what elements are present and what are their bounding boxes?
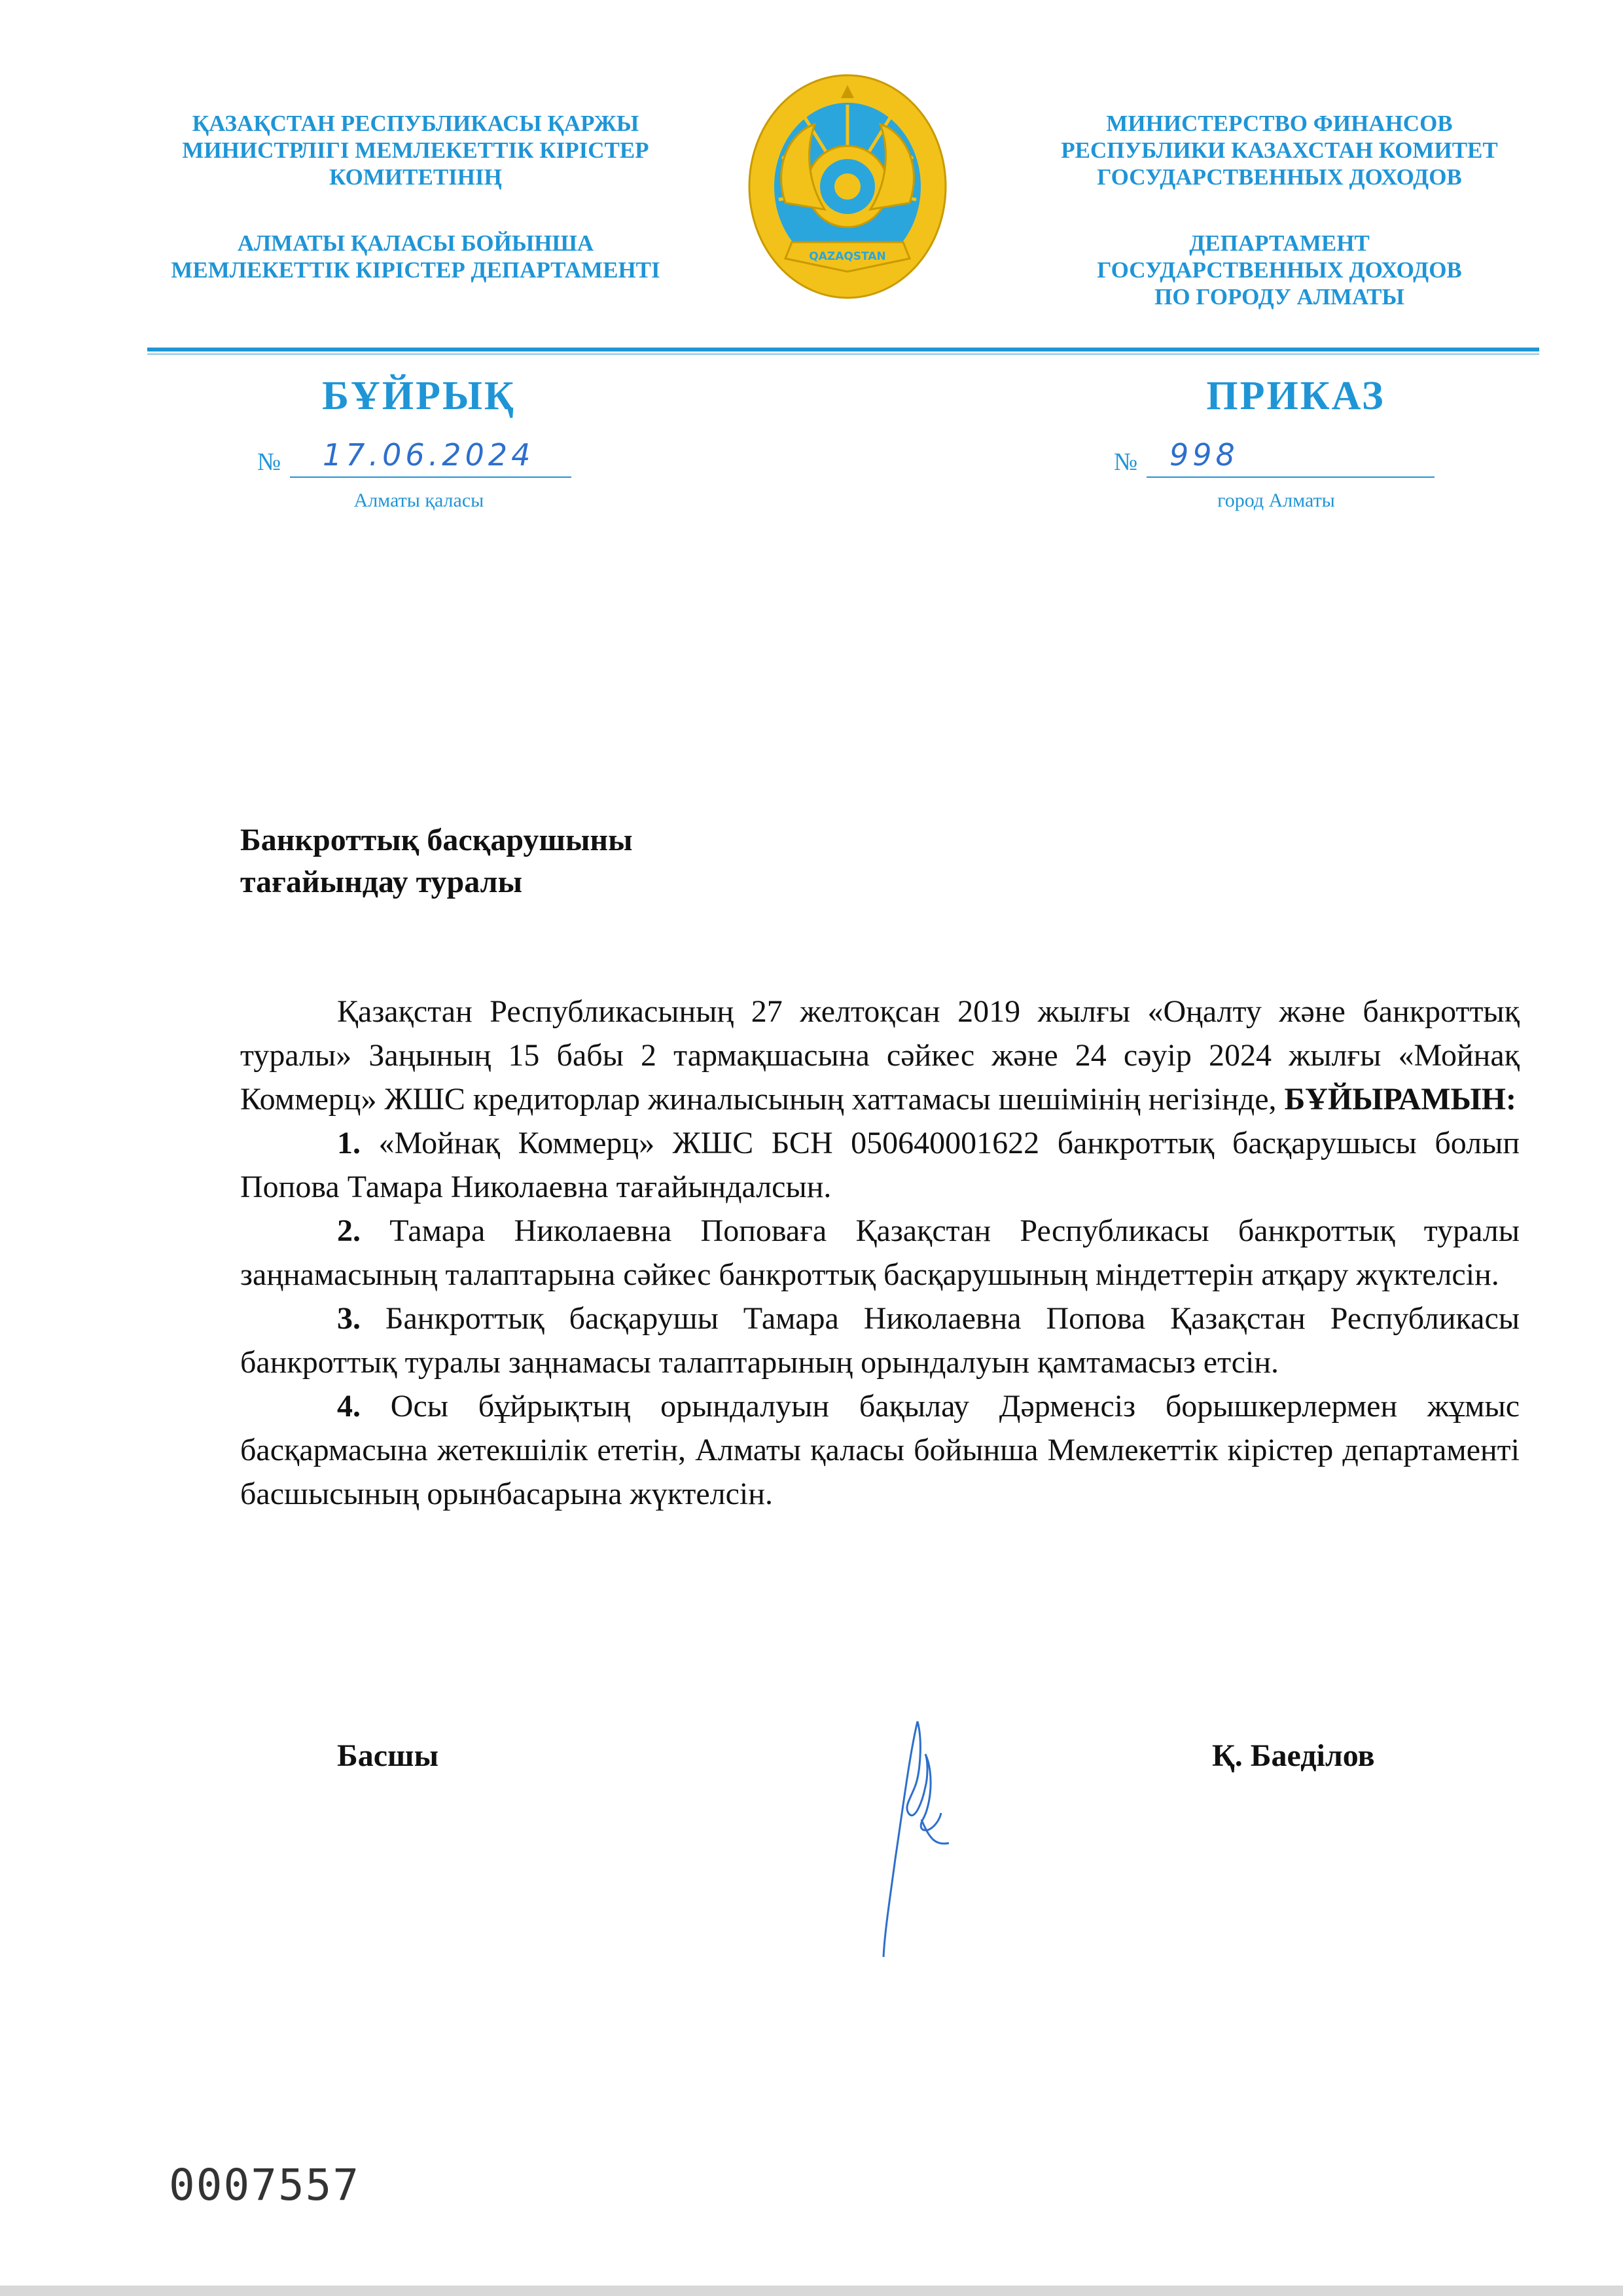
subject-line: Банкроттық басқарушыны xyxy=(240,823,633,857)
city-ru: город Алматы xyxy=(1217,490,1335,511)
header-kz-line: МЕМЛЕКЕТТІК КІРІСТЕР ДЕПАРТАМЕНТІ xyxy=(171,257,660,283)
city-kz: Алматы қаласы xyxy=(353,490,484,511)
scan-edge xyxy=(0,2286,1623,2296)
item-text: Тамара Николаевна Поповаға Қазақстан Республикасы банкроттық туралы заңнамасының талаптарына сәйкес банкроттық басқарушының міндеттерін атқару жүктелсін. xyxy=(240,1213,1520,1292)
header-kz-line: АЛМАТЫ ҚАЛАСЫ БОЙЫНША xyxy=(237,230,594,256)
handwritten-date: 17.06.2024 xyxy=(323,437,535,473)
header-kz-line: ҚАЗАҚСТАН РЕСПУБЛИКАСЫ ҚАРЖЫ xyxy=(192,111,639,136)
number-sign: № xyxy=(1114,448,1138,476)
number-underline xyxy=(1147,476,1435,478)
header-divider xyxy=(147,348,1539,351)
header-ru-line: РЕСПУБЛИКИ КАЗАХСТАН КОМИТЕТ xyxy=(1061,137,1498,163)
number-sign: № xyxy=(257,448,281,476)
order-item xyxy=(240,1209,1520,1297)
header-kz-line: КОМИТЕТІНІҢ xyxy=(329,164,502,190)
order-item xyxy=(240,1297,1520,1384)
order-body xyxy=(240,990,1520,1516)
date-underline xyxy=(290,476,571,478)
signatory-name: Қ. Баеділов xyxy=(1212,1738,1375,1773)
header-ru-line: ПО ГОРОДУ АЛМАТЫ xyxy=(1154,284,1404,310)
subject-line: тағайындау туралы xyxy=(240,865,523,899)
item-text: «Мойнақ Коммерц» ЖШС БСН 050640001622 банкроттық басқарушысы болып Попова Тамара Николаевна тағайындалсын. xyxy=(240,1126,1520,1204)
header-russian xyxy=(1008,110,1551,310)
item-number: 2. xyxy=(337,1213,361,1248)
item-text: Банкроттық басқарушы Тамара Николаевна Попова Қазақстан Республикасы банкроттық туралы заңнамасы талаптарының орындалуын қамтамасыз етсін. xyxy=(240,1301,1520,1380)
item-number: 1. xyxy=(337,1126,361,1160)
header-ru-line: МИНИСТЕРСТВО ФИНАНСОВ xyxy=(1106,111,1453,136)
handwritten-signature-icon xyxy=(857,1715,988,1964)
header-divider-thin xyxy=(147,353,1539,355)
order-date-field xyxy=(257,439,571,478)
item-text: Осы бұйрықтың орындалуын бақылау Дәрменсіз борышкерлермен жұмыс басқармасына жетекшілік ететін, Алматы қаласы бойынша Мемлекеттік кірістер департаменті басшысының орынбасарына жүктелсін. xyxy=(240,1389,1520,1511)
header-ru-line: ДЕПАРТАМЕНТ xyxy=(1189,230,1370,256)
order-subject xyxy=(240,819,829,903)
preamble-paragraph xyxy=(240,990,1520,1121)
item-number: 3. xyxy=(337,1301,361,1336)
order-title-ru: ПРИКАЗ xyxy=(1206,374,1385,418)
handwritten-number: 998 xyxy=(1169,437,1239,473)
order-word: БҰЙЫРАМЫН: xyxy=(1284,1082,1516,1117)
order-title-kz: БҰЙРЫҚ xyxy=(322,374,516,418)
item-number: 4. xyxy=(337,1389,361,1424)
header-kz-line: МИНИСТРЛІГІ МЕМЛЕКЕТТІК КІРІСТЕР xyxy=(182,137,649,163)
order-item xyxy=(240,1121,1520,1209)
state-emblem-icon xyxy=(746,72,949,301)
preamble-text: Қазақстан Республикасының 27 желтоқсан 2019 жылғы «Оңалту және банкроттық туралы» Заңының 15 бабы 2 тармақшасына сәйкес және 24 сәуір 2024 жылғы «Мойнақ Коммерц» ЖШС кредиторлар жиналысының хаттамасы шешімінің негізінде, xyxy=(240,994,1520,1117)
signatory-role: Басшы xyxy=(337,1738,439,1773)
order-number-field xyxy=(1114,439,1435,478)
form-serial-number: 0007557 xyxy=(169,2160,361,2210)
emblem-text: QAZAQSTAN xyxy=(809,250,886,263)
header-ru-line: ГОСУДАРСТВЕННЫХ ДОХОДОВ xyxy=(1097,257,1462,283)
order-item xyxy=(240,1384,1520,1516)
header-ru-line: ГОСУДАРСТВЕННЫХ ДОХОДОВ xyxy=(1097,164,1462,190)
header-kazakh xyxy=(144,110,687,283)
